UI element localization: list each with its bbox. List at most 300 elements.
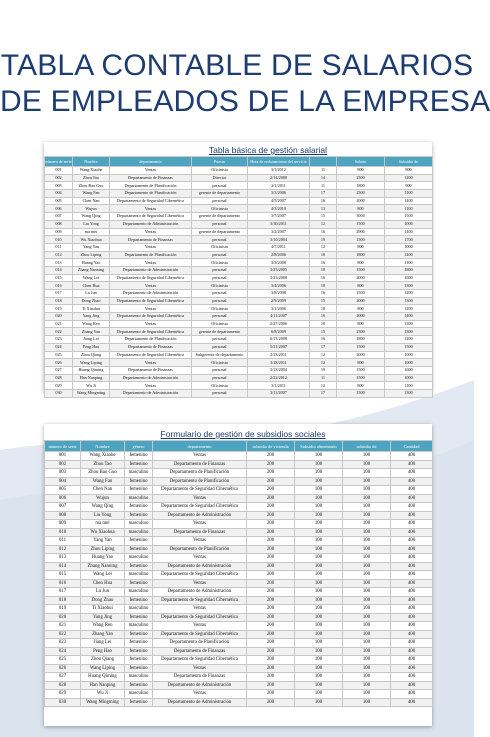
table-row	[45, 266, 433, 274]
table-cell: 200	[247, 698, 295, 707]
table-cell: Oficinista	[192, 282, 248, 290]
table-cell: 005	[45, 197, 73, 205]
table-cell: 002	[45, 460, 81, 469]
table-cell: 100	[343, 622, 391, 631]
table-cell: 16	[310, 259, 337, 267]
table-cell: Departamento de Administración	[153, 511, 247, 520]
table-cell: femenino	[125, 613, 153, 622]
table-cell: 028	[45, 681, 81, 690]
table-cell: masculino	[125, 554, 153, 563]
table-cell: Lu Jun	[73, 290, 110, 298]
table-cell: 1500	[337, 343, 385, 351]
table-cell: 2000	[337, 297, 385, 305]
table-cell: 100	[343, 630, 391, 639]
table-cell: Wujun	[73, 205, 110, 213]
table-cell: 100	[295, 460, 343, 469]
table-cell: gerente de departamento	[192, 328, 248, 336]
table-cell: 100	[343, 511, 391, 520]
table-cell: 025	[45, 351, 73, 359]
table-cell: femenino	[125, 647, 153, 656]
header-gender: género	[125, 441, 153, 452]
table-row	[45, 494, 433, 503]
table-cell: 17	[310, 190, 337, 198]
table-cell: 2/23/2011	[248, 351, 310, 359]
table-cell: 2/8/2006	[248, 251, 310, 259]
table-cell: 021	[45, 622, 81, 631]
table-cell: Wang Xiaohe	[81, 452, 125, 461]
table-row	[45, 469, 433, 478]
table-cell: 003	[45, 182, 73, 190]
table-row	[45, 477, 433, 486]
table-cell: 19	[310, 366, 337, 374]
table-cell: 100	[295, 469, 343, 478]
table-row	[45, 274, 433, 282]
table-cell: 022	[45, 630, 81, 639]
table-cell: 12	[310, 243, 337, 251]
table-cell: Departamento de Administración	[110, 220, 192, 228]
table-cell: personal	[192, 389, 248, 397]
table-cell: femenino	[125, 698, 153, 707]
table-cell: masculino	[125, 605, 153, 614]
header-subsidy: Subsidio de	[385, 157, 433, 167]
table-cell: Departamento de Seguridad Cibernética	[110, 197, 192, 205]
table-cell: Departamento de Seguridad Cibernética	[153, 486, 247, 495]
table-cell: gerente de departamento	[192, 190, 248, 198]
table-cell: Wujun	[81, 494, 125, 503]
table-cell: 400	[391, 528, 433, 537]
table-cell: 2500	[337, 174, 385, 182]
table-cell: 400	[391, 681, 433, 690]
table-cell: Ventas	[153, 690, 247, 699]
table-cell: 008	[45, 220, 73, 228]
table-cell: Zhou Tao	[73, 174, 110, 182]
table-cell: 015	[45, 274, 73, 282]
table-cell: 3/10/2004	[248, 236, 310, 244]
table-cell: 100	[295, 647, 343, 656]
table-cell: 1200	[385, 336, 433, 344]
table-cell: 100	[295, 613, 343, 622]
table-cell: 11	[310, 182, 337, 190]
table-cell: 16	[310, 197, 337, 205]
table-cell: Departamento de Finanzas	[110, 174, 192, 182]
table-cell: 100	[343, 503, 391, 512]
table-cell: personal	[192, 374, 248, 382]
table-cell: 013	[45, 554, 81, 563]
table-cell: Huang Qiming	[81, 673, 125, 682]
table-cell: Zhou Qiang	[81, 656, 125, 665]
table-row	[45, 452, 433, 461]
table-cell: 025	[45, 656, 81, 665]
table-cell: 800	[337, 243, 385, 251]
table-cell: Zhou Liping	[73, 251, 110, 259]
table-cell: 100	[343, 545, 391, 554]
table-cell: 014	[45, 266, 73, 274]
table-cell: 100	[343, 537, 391, 546]
table-cell: personal	[192, 343, 248, 351]
table-cell: masculino	[125, 494, 153, 503]
header-food-subsidy: Subsidio alimentario	[295, 441, 343, 452]
table-row	[45, 503, 433, 512]
table-cell: Departamento de Administración	[110, 374, 192, 382]
table-row	[45, 190, 433, 198]
table-row	[45, 167, 433, 175]
table-row	[45, 220, 433, 228]
table-cell: Departamento de Administración	[153, 681, 247, 690]
table-cell: 11	[310, 167, 337, 175]
table-cell: gerente de departamento	[192, 213, 248, 221]
table-cell: Departamento de Administración	[110, 389, 192, 397]
table-cell: 008	[45, 511, 81, 520]
table-cell: Departamento de Seguridad Cibernética	[153, 613, 247, 622]
table-cell: Departamento de Seguridad Cibernética	[110, 297, 192, 305]
table-cell: 800	[337, 320, 385, 328]
table-cell: 400	[391, 647, 433, 656]
table-cell: 100	[343, 639, 391, 648]
table-cell: 100	[295, 511, 343, 520]
table-cell: 100	[295, 494, 343, 503]
table-cell: 200	[247, 656, 295, 665]
table-row	[45, 528, 433, 537]
table-cell: 1400	[385, 313, 433, 321]
table-cell: 1500	[337, 366, 385, 374]
table-row	[45, 336, 433, 344]
table-row	[45, 656, 433, 665]
table-cell: 200	[247, 596, 295, 605]
table-cell: 1600	[385, 274, 433, 282]
table-cell: Ventas	[153, 494, 247, 503]
table-cell: 18	[310, 320, 337, 328]
table-cell: personal	[192, 197, 248, 205]
table-cell: 100	[343, 596, 391, 605]
salary-table-card	[44, 142, 432, 396]
table-cell: 800	[337, 305, 385, 313]
table-cell: 100	[295, 639, 343, 648]
table-cell: 3/23/2008	[248, 274, 310, 282]
table-cell: Departamento de Seguridad Cibernética	[153, 571, 247, 580]
table-cell: 100	[343, 452, 391, 461]
table-cell: femenino	[125, 537, 153, 546]
table-cell: 200	[247, 579, 295, 588]
table-cell: Jiang Lei	[81, 639, 125, 648]
table-cell: Chen Hua	[73, 282, 110, 290]
table-cell: personal	[192, 220, 248, 228]
table-cell: 019	[45, 605, 81, 614]
table-cell: 029	[45, 382, 73, 390]
table-cell: 001	[45, 452, 81, 461]
table-cell: 100	[343, 698, 391, 707]
table-cell: 17	[310, 343, 337, 351]
table-cell: 200	[247, 537, 295, 546]
subsidy-table-card	[44, 424, 432, 726]
table-row	[45, 328, 433, 336]
table-row	[45, 174, 433, 182]
table-cell: personal	[192, 236, 248, 244]
table-cell: 200	[247, 528, 295, 537]
table-cell: 400	[391, 460, 433, 469]
table-cell: Departamento de Seguridad Cibernética	[153, 630, 247, 639]
table-cell: Yang Yan	[73, 243, 110, 251]
table-cell: 100	[295, 452, 343, 461]
table-row	[45, 579, 433, 588]
table-cell: 017	[45, 588, 81, 597]
table-row	[45, 596, 433, 605]
table-cell: 400	[391, 630, 433, 639]
table-cell: Departamento de Finanzas	[153, 528, 247, 537]
table-cell: 100	[295, 596, 343, 605]
table-row	[45, 690, 433, 699]
table-cell: 200	[247, 588, 295, 597]
table-cell: 013	[45, 259, 73, 267]
table-cell: 800	[337, 382, 385, 390]
table-cell: 400	[391, 588, 433, 597]
table-cell: 100	[343, 647, 391, 656]
table-cell: 100	[343, 588, 391, 597]
table-cell: 14	[310, 174, 337, 182]
table-cell: masculino	[125, 622, 153, 631]
table-cell: Departamento de Seguridad Cibernética	[110, 328, 192, 336]
table-cell: masculino	[125, 690, 153, 699]
table-cell: 4/7/2011	[248, 243, 310, 251]
page-title-line-1: TABLA CONTABLE DE SALARIOS	[0, 49, 474, 82]
table-cell: 1100	[385, 190, 433, 198]
table-cell: Ventas	[110, 243, 192, 251]
table-cell: Subgerente de departamento	[192, 351, 248, 359]
table-cell: 12	[310, 351, 337, 359]
table-cell: Wang Lei	[81, 571, 125, 580]
table-cell: 200	[247, 673, 295, 682]
table-row	[45, 571, 433, 580]
subsidy-table	[44, 440, 433, 707]
table-cell: personal	[192, 336, 248, 344]
table-row	[45, 520, 433, 529]
table-cell: femenino	[125, 681, 153, 690]
table-cell: 1800	[337, 182, 385, 190]
table-row	[45, 282, 433, 290]
table-cell: 2/9/2009	[248, 297, 310, 305]
table-cell: 004	[45, 477, 81, 486]
table-cell: 100	[295, 588, 343, 597]
table-cell: Liu Yong	[73, 220, 110, 228]
table-cell: Ventas	[153, 664, 247, 673]
table-cell: Han Nanping	[81, 681, 125, 690]
table-cell: 18	[310, 305, 337, 313]
table-cell: 011	[45, 537, 81, 546]
table-cell: 3000	[337, 213, 385, 221]
table-cell: femenino	[125, 562, 153, 571]
table-cell: 400	[391, 537, 433, 546]
table-cell: 1000	[385, 359, 433, 367]
table-cell: personal	[192, 266, 248, 274]
table-cell: personal	[192, 313, 248, 321]
table-cell: 018	[45, 596, 81, 605]
table-cell: 100	[295, 673, 343, 682]
table-cell: 100	[295, 681, 343, 690]
table-cell: 2/14/2008	[248, 174, 310, 182]
table-cell: 3/30/2011	[248, 220, 310, 228]
table-cell: Ventas	[110, 228, 192, 236]
table-row	[45, 228, 433, 236]
table-cell: 1500	[385, 343, 433, 351]
table-cell: Departamento de Administración	[153, 562, 247, 571]
table-cell: 100	[295, 630, 343, 639]
table-cell: Zhang Yan	[73, 328, 110, 336]
table-cell: Departamento de Administración	[110, 266, 192, 274]
table-cell: 1800	[337, 251, 385, 259]
header-serial: número de serie	[45, 157, 73, 167]
table-cell: 024	[45, 343, 73, 351]
table-cell: 18	[310, 251, 337, 259]
table-cell: Ti Xiaohui	[81, 605, 125, 614]
table-cell: 023	[45, 336, 73, 344]
table-cell: 16	[310, 228, 337, 236]
table-cell: 200	[247, 554, 295, 563]
table-cell: 400	[391, 622, 433, 631]
table-cell: gerente de departamento	[192, 228, 248, 236]
table-row	[45, 673, 433, 682]
table-cell: Departamento de Planificación	[153, 545, 247, 554]
table-cell: Wang Mingming	[73, 389, 110, 397]
table-cell: 200	[247, 494, 295, 503]
table-cell: Oficinista	[192, 382, 248, 390]
table-cell: 1400	[385, 197, 433, 205]
table-cell: 017	[45, 290, 73, 298]
table-row	[45, 197, 433, 205]
table-row	[45, 351, 433, 359]
table-cell: Departamento de Finanzas	[110, 236, 192, 244]
table-cell: Departamento de Administración	[110, 290, 192, 298]
table-row	[45, 251, 433, 259]
table-cell: Chen Hua	[81, 579, 125, 588]
table-cell: 3/1/2011	[248, 382, 310, 390]
table-cell: 400	[391, 605, 433, 614]
table-cell: Oficinista	[192, 205, 248, 213]
header-department: departamento	[110, 157, 192, 167]
table-cell: 100	[295, 571, 343, 580]
table-cell: Wu Xiaohua	[81, 528, 125, 537]
table-cell: Departamento de Finanzas	[110, 343, 192, 351]
table-cell: femenino	[125, 639, 153, 648]
table-cell: Zhang Nanning	[73, 266, 110, 274]
salary-table-header-row	[45, 157, 433, 167]
table-row	[45, 562, 433, 571]
table-cell: 3/11/2007	[248, 389, 310, 397]
table-cell: 200	[247, 460, 295, 469]
table-cell: 200	[247, 520, 295, 529]
table-cell: 2/1/2011	[248, 182, 310, 190]
table-cell: Yang Jing	[73, 313, 110, 321]
table-cell: Departamento de Seguridad Cibernética	[153, 503, 247, 512]
table-cell: 030	[45, 698, 81, 707]
table-row	[45, 205, 433, 213]
table-cell: 021	[45, 320, 73, 328]
table-cell: Oficinista	[192, 359, 248, 367]
table-cell: 1300	[385, 297, 433, 305]
table-cell: 12	[310, 359, 337, 367]
table-cell: Chen Nan	[81, 486, 125, 495]
table-cell: masculino	[125, 588, 153, 597]
table-cell: Ti Xiaohui	[73, 305, 110, 313]
table-cell: Departamento de Planificación	[110, 182, 192, 190]
table-cell: 100	[295, 486, 343, 495]
table-cell: 010	[45, 528, 81, 537]
table-cell: 200	[247, 486, 295, 495]
table-cell: 1000	[385, 351, 433, 359]
table-cell: 800	[385, 167, 433, 175]
table-cell: 3/3/2006	[248, 190, 310, 198]
table-cell: Departamento de Seguridad Cibernética	[110, 213, 192, 221]
table-cell: Wang Fan	[81, 477, 125, 486]
table-cell: 100	[343, 562, 391, 571]
subsidy-table-header-row	[45, 441, 433, 452]
table-cell: personal	[192, 182, 248, 190]
table-cell: 100	[343, 460, 391, 469]
table-cell: 1500	[337, 374, 385, 382]
table-cell: Departamento de Planificación	[110, 336, 192, 344]
table-row	[45, 613, 433, 622]
table-cell: Departamento de Administración	[153, 698, 247, 707]
salary-table	[44, 156, 433, 398]
table-cell: Wang Fan	[73, 190, 110, 198]
header-name: Nombre	[73, 157, 110, 167]
table-cell: 024	[45, 647, 81, 656]
table-cell: 3/1/2012	[248, 167, 310, 175]
table-cell: Zhou Bao Guo	[81, 469, 125, 478]
table-cell: Departamento de Finanzas	[153, 460, 247, 469]
table-cell: 800	[337, 282, 385, 290]
table-row	[45, 647, 433, 656]
table-cell: Wang Ren	[73, 320, 110, 328]
table-cell: 100	[343, 477, 391, 486]
table-cell: Ventas	[153, 605, 247, 614]
table-cell: 6/8/2009	[248, 328, 310, 336]
table-cell: masculino	[125, 528, 153, 537]
table-cell: 2900	[337, 228, 385, 236]
table-cell: 1800	[385, 266, 433, 274]
table-cell: 100	[343, 554, 391, 563]
table-cell: 200	[247, 622, 295, 631]
table-cell: Ventas	[110, 382, 192, 390]
table-cell: Ventas	[110, 305, 192, 313]
table-cell: 100	[343, 681, 391, 690]
table-cell: 100	[343, 494, 391, 503]
table-cell: Jiang Lei	[73, 336, 110, 344]
table-row	[45, 313, 433, 321]
table-cell: 900	[385, 182, 433, 190]
table-cell: masculino	[125, 520, 153, 529]
table-cell: 200	[247, 511, 295, 520]
table-cell: 3/1/2006	[248, 305, 310, 313]
table-cell: 100	[343, 613, 391, 622]
table-row	[45, 698, 433, 707]
table-cell: Departamento de Finanzas	[110, 366, 192, 374]
table-row	[45, 320, 433, 328]
table-cell: Departamento de Planificación	[110, 190, 192, 198]
table-cell: Ventas	[110, 167, 192, 175]
table-cell: 006	[45, 494, 81, 503]
table-cell: ma mei	[73, 228, 110, 236]
table-cell: 029	[45, 690, 81, 699]
table-cell: 16	[310, 290, 337, 298]
table-cell: personal	[192, 297, 248, 305]
table-cell: Ventas	[110, 259, 192, 267]
table-cell: 012	[45, 545, 81, 554]
table-cell: 18	[310, 266, 337, 274]
table-cell: 1200	[385, 305, 433, 313]
table-row	[45, 305, 433, 313]
table-row	[45, 639, 433, 648]
table-cell: 200	[247, 664, 295, 673]
table-cell: Yang Yan	[81, 537, 125, 546]
